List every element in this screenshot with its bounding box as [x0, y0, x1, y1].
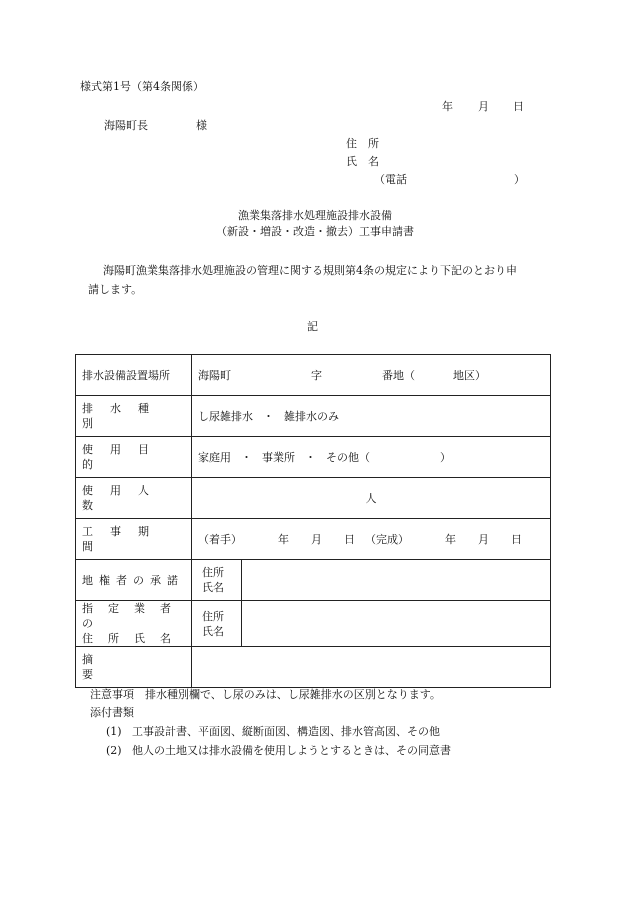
purpose-value-cell[interactable] — [192, 437, 551, 478]
contractor-label-line2: 住所氏名 — [82, 632, 186, 645]
period-start-year: 年 — [278, 532, 289, 546]
period-start-label: （着手） — [198, 532, 242, 546]
row-purpose — [76, 437, 551, 478]
row-drainage-type — [76, 396, 551, 437]
contractor-name-label: 氏名 — [202, 624, 224, 638]
users-unit: 人 — [365, 491, 377, 505]
landowner-sub-cell — [192, 560, 242, 601]
contractor-value-cell[interactable] — [242, 601, 551, 647]
row-landowner — [76, 560, 551, 601]
landowner-name-label: 氏名 — [202, 581, 224, 594]
drainage-option-separator: ・ — [263, 409, 274, 423]
period-value-cell[interactable] — [192, 519, 551, 560]
contractor-sub-cell — [192, 601, 242, 647]
drainage-type-label — [82, 401, 187, 431]
period-end-year: 年 — [445, 532, 456, 546]
attachment-item-1-num: (1) — [106, 725, 122, 738]
location-label: 排水設備設置場所 — [82, 368, 170, 382]
purpose-separator-2: ・ — [305, 450, 316, 464]
addressee-name: 海陽町長 — [104, 119, 148, 132]
row-remarks — [76, 647, 551, 688]
period-end-label: （完成） — [365, 532, 409, 546]
drainage-option-human-waste[interactable]: し尿雑排水 — [198, 409, 253, 423]
attachment-item-1-text: 工事設計書、平面図、縦断面図、構造図、排水管高図、その他 — [132, 725, 440, 738]
landowner-label-cell — [76, 560, 192, 601]
date-year-label: 年 — [442, 100, 453, 113]
form-title-line2: （新設・増設・改造・撤去）工事申請書 — [216, 225, 414, 238]
location-banchi: 番地（ — [382, 368, 415, 382]
period-start-day: 日 — [344, 532, 355, 546]
form-number: 様式第1号（第4条関係） — [80, 80, 204, 93]
attachments-title: 添付書類 — [90, 706, 134, 719]
form-title-line1: 漁業集落排水処理施設排水設備 — [238, 209, 392, 222]
contractor-label-cell — [76, 601, 192, 647]
location-value-cell[interactable] — [192, 355, 551, 396]
period-label: 工事期間 — [82, 525, 166, 553]
users-label: 使用人数 — [82, 484, 166, 512]
location-label-cell — [76, 355, 192, 396]
users-value-cell[interactable] — [192, 478, 551, 519]
caution-note: 注意事項 排水種別欄で、し尿のみは、し尿雑排水の区別となります。 — [90, 688, 441, 701]
attachment-item-2-num: (2) — [106, 744, 122, 757]
addressee-honorific: 様 — [196, 119, 207, 132]
landowner-value-cell[interactable] — [242, 560, 551, 601]
date-day-label: 日 — [513, 100, 524, 113]
row-period — [76, 519, 551, 560]
location-aza: 字 — [311, 368, 322, 382]
drainage-type-value-cell[interactable] — [192, 396, 551, 437]
remarks-value-cell[interactable] — [192, 647, 551, 688]
purpose-separator-1: ・ — [241, 450, 252, 464]
remarks-label-cell — [76, 647, 192, 688]
purpose-label: 使用目的 — [82, 443, 166, 471]
purpose-option-other[interactable]: その他（ — [326, 450, 370, 464]
landowner-address-label: 住所 — [202, 566, 224, 579]
remarks-label: 摘要 — [82, 653, 157, 681]
applicant-address-label: 住 所 — [346, 137, 379, 150]
period-end-month: 月 — [478, 532, 489, 546]
purpose-option-home[interactable]: 家庭用 — [198, 450, 231, 464]
purpose-option-business[interactable]: 事業所 — [262, 450, 295, 464]
location-town: 海陽町 — [198, 368, 231, 382]
drainage-option-gray-water[interactable]: 雑排水のみ — [284, 409, 339, 423]
users-label-cell — [76, 478, 192, 519]
attachment-item-2-text: 他人の土地又は排水設備を使用しようとするときは、その同意書 — [132, 744, 451, 757]
date-month-label: 月 — [478, 100, 489, 113]
row-location — [76, 355, 551, 396]
applicant-name-label: 氏 名 — [346, 155, 379, 168]
ki-heading: 記 — [307, 320, 318, 333]
application-table — [75, 354, 551, 688]
purpose-option-other-close: ） — [440, 450, 451, 464]
applicant-phone-open: （電話 — [374, 173, 407, 186]
contractor-address-label: 住所 — [202, 609, 224, 623]
row-contractor — [76, 601, 551, 647]
contractor-label-line1: 指定業者の — [82, 602, 186, 630]
period-label-cell — [76, 519, 192, 560]
row-users — [76, 478, 551, 519]
body-text-line2: 請します。 — [88, 283, 143, 296]
applicant-phone-close: ） — [514, 173, 525, 186]
body-text-line1: 海陽町漁業集落排水処理施設の管理に関する規則第4条の規定により下記のとおり申 — [103, 264, 517, 277]
period-start-month: 月 — [311, 532, 322, 546]
landowner-label: 地権者の承諾 — [82, 573, 184, 587]
drainage-type-label-cell — [76, 396, 192, 437]
location-chiku: 地区） — [453, 368, 486, 382]
purpose-label-cell — [76, 437, 192, 478]
period-end-day: 日 — [511, 532, 522, 546]
drainage-type-label-chars: 排水種別 — [82, 402, 166, 430]
